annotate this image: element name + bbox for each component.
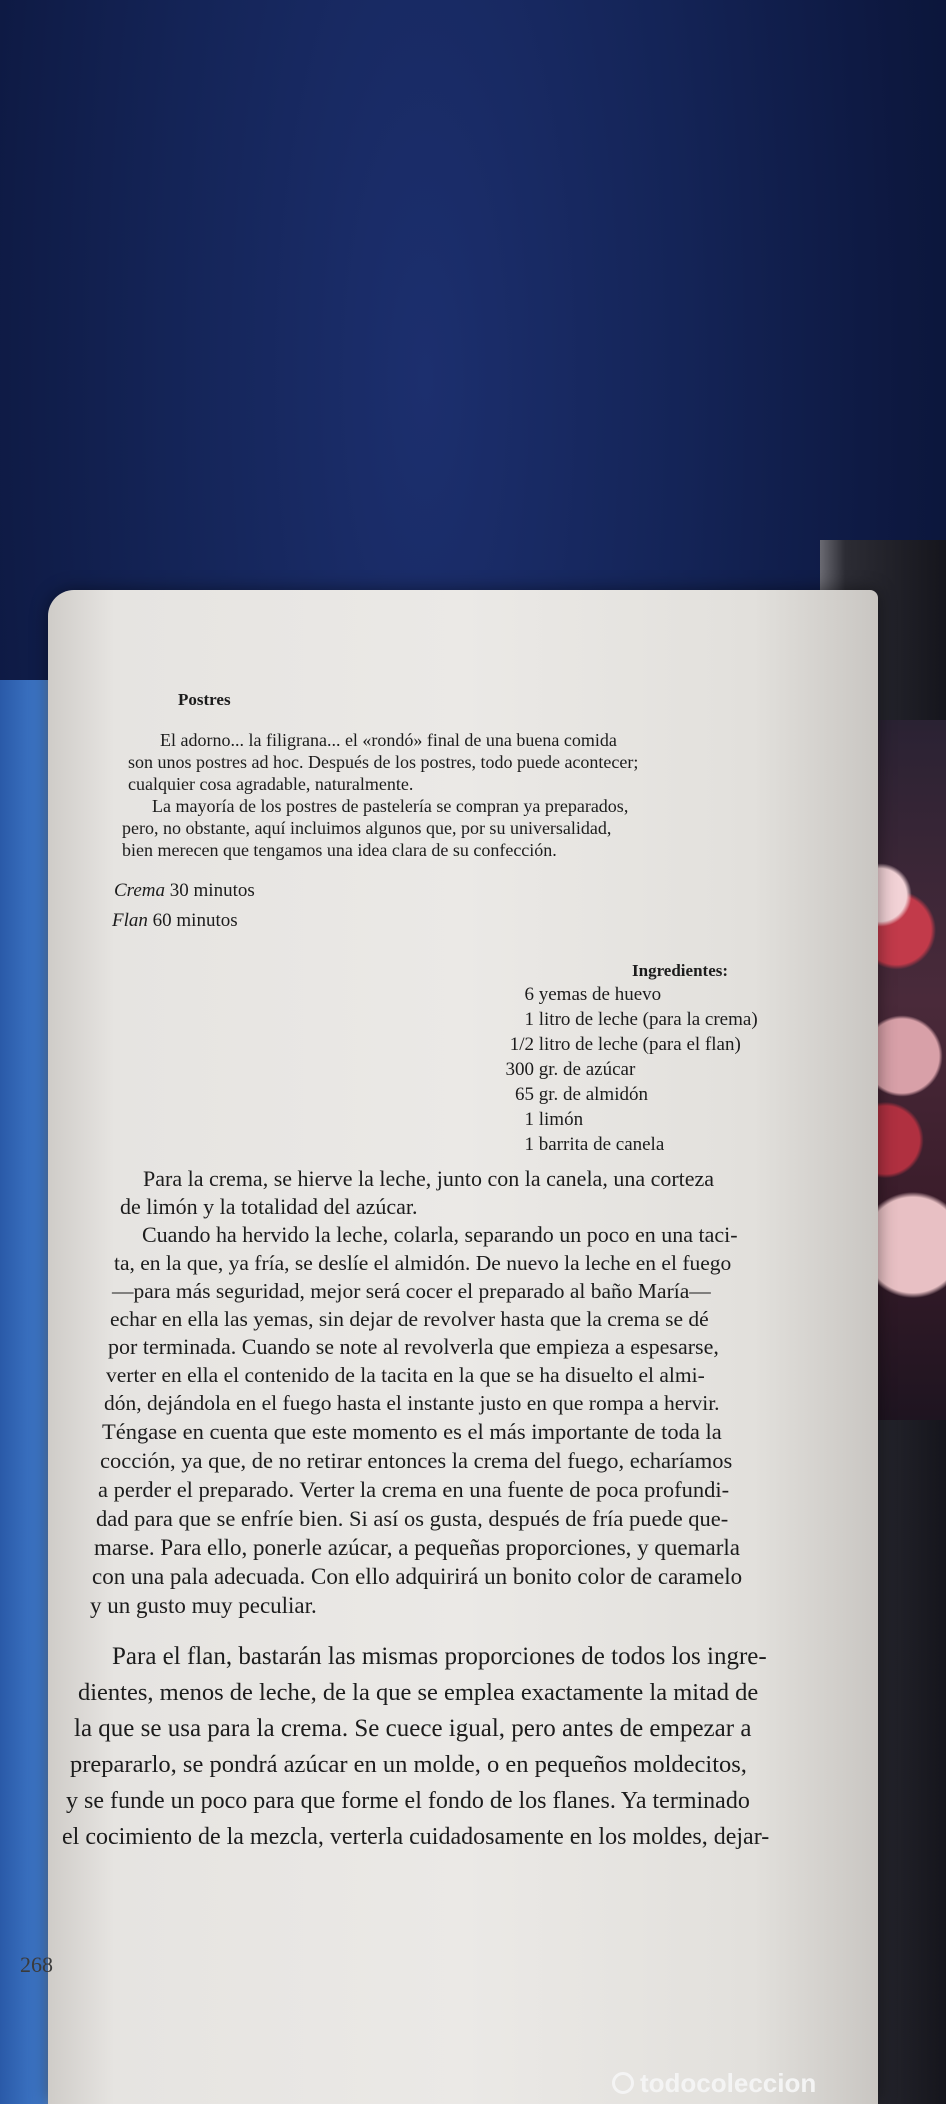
body-line: por terminada. Cuando se note al revolverla que empieza a espesarse,	[108, 1334, 719, 1359]
ingredient-row	[484, 982, 661, 1007]
time-crema	[114, 880, 255, 902]
ingredient-desc: yemas de huevo	[538, 984, 662, 1005]
ingredient-desc: limón	[538, 1109, 584, 1130]
body-line: prepararlo, se pondrá azúcar en un molde, o en pequeños moldecitos,	[70, 1751, 747, 1778]
ingredient-qty: 1/2	[509, 1034, 534, 1055]
body-line: Para la crema, se hierve la leche, junto con la canela, una corteza	[143, 1166, 715, 1191]
body-line: —para más seguridad, mejor será cocer el preparado al baño María—	[112, 1279, 711, 1303]
ingredient-row	[484, 1057, 635, 1082]
ingredient-qty: 1	[524, 1109, 534, 1130]
time-flan	[112, 910, 238, 932]
ingredient-row	[484, 1107, 583, 1132]
body-line: Cuando ha hervido la leche, colarla, separando un poco en una taci-	[142, 1222, 738, 1247]
body-line: verter en ella el contenido de la tacita en la que se ha disuelto el almi-	[106, 1363, 705, 1387]
body-line: a perder el preparado. Verter la crema en una fuente de poca profundi-	[98, 1477, 730, 1502]
ingredient-qty: 1	[524, 1009, 534, 1030]
intro-line: El adorno... la filigrana... el «rondó» final de una buena comida	[160, 730, 617, 750]
dish-duration: 30 minutos	[169, 880, 255, 901]
ingredient-desc: gr. de almidón	[538, 1084, 648, 1105]
intro-line: bien merecen que tengamos una idea clara de su confección.	[122, 840, 557, 860]
dish-duration: 60 minutos	[152, 910, 238, 931]
dish-name: Crema	[114, 880, 166, 901]
ingredient-desc: barrita de canela	[538, 1134, 665, 1155]
body-line: marse. Para ello, ponerle azúcar, a pequeñas proporciones, y quemarla	[94, 1535, 740, 1560]
ingredient-row	[484, 1082, 648, 1107]
body-line: ta, en la que, ya fría, se deslíe el almidón. De nuevo la leche en el fuego	[114, 1251, 732, 1275]
ingredient-desc: litro de leche (para la crema)	[538, 1009, 758, 1030]
ingredient-desc: gr. de azúcar	[538, 1059, 636, 1080]
body-line: con una pala adecuada. Con ello adquirirá un bonito color de caramelo	[92, 1564, 743, 1589]
intro-line: La mayoría de los postres de pastelería se compran ya preparados,	[152, 796, 629, 816]
ingredient-desc: litro de leche (para el flan)	[538, 1034, 741, 1055]
body-line: echar en ella las yemas, sin dejar de revolver hasta que la crema se dé	[110, 1307, 709, 1331]
ingredient-qty: 6	[524, 984, 534, 1005]
body-line: dón, dejándola en el fuego hasta el instante justo en que rompa a hervir.	[104, 1391, 720, 1415]
intro-line	[128, 752, 638, 772]
ingredient-row	[484, 1132, 664, 1157]
body-line: el cocimiento de la mezcla, verterla cuidadosamente en los moldes, dejar-	[62, 1824, 770, 1850]
watermark: todocoleccion	[640, 2068, 817, 2098]
body-line: y se funde un poco para que forme el fondo de los flanes. Ya terminado	[66, 1788, 750, 1814]
section-title: Postres	[178, 690, 231, 709]
dish-name: Flan	[112, 910, 148, 931]
page-number: 268	[20, 1952, 53, 1977]
ingredient-qty: 65	[515, 1084, 534, 1105]
ingredient-qty: 1	[524, 1134, 534, 1155]
body-line: Para el flan, bastarán las mismas proporciones de todos los ingre-	[112, 1643, 767, 1670]
body-line: Téngase en cuenta que este momento es el más importante de toda la	[102, 1419, 722, 1444]
ingredients-label: Ingredientes:	[632, 961, 729, 980]
intro-line: cualquier cosa agradable, naturalmente.	[128, 774, 414, 794]
body-line: cocción, ya que, de no retirar entonces la crema del fuego, echaríamos	[100, 1448, 733, 1473]
ingredient-row	[484, 1032, 741, 1057]
intro-line-text: son unos postres ad hoc. Después de los postres, todo puede acontecer;	[128, 752, 639, 772]
body-line: la que se usa para la crema. Se cuece igual, pero antes de empezar a	[74, 1715, 752, 1742]
body-line: de limón y la totalidad del azúcar.	[120, 1194, 418, 1219]
body-line: dientes, menos de leche, de la que se emplea exactamente la mitad de	[78, 1679, 759, 1706]
body-line: dad para que se enfríe bien. Si así os gusta, después de fría puede que-	[96, 1506, 729, 1531]
ingredient-qty: 300	[505, 1059, 534, 1080]
intro-line: pero, no obstante, aquí incluimos algunos que, por su universalidad,	[122, 818, 612, 838]
watermark-logo-icon	[612, 2072, 634, 2094]
ingredient-row	[484, 1007, 758, 1032]
book-page	[20, 590, 878, 2104]
body-line: y un gusto muy peculiar.	[90, 1593, 317, 1618]
